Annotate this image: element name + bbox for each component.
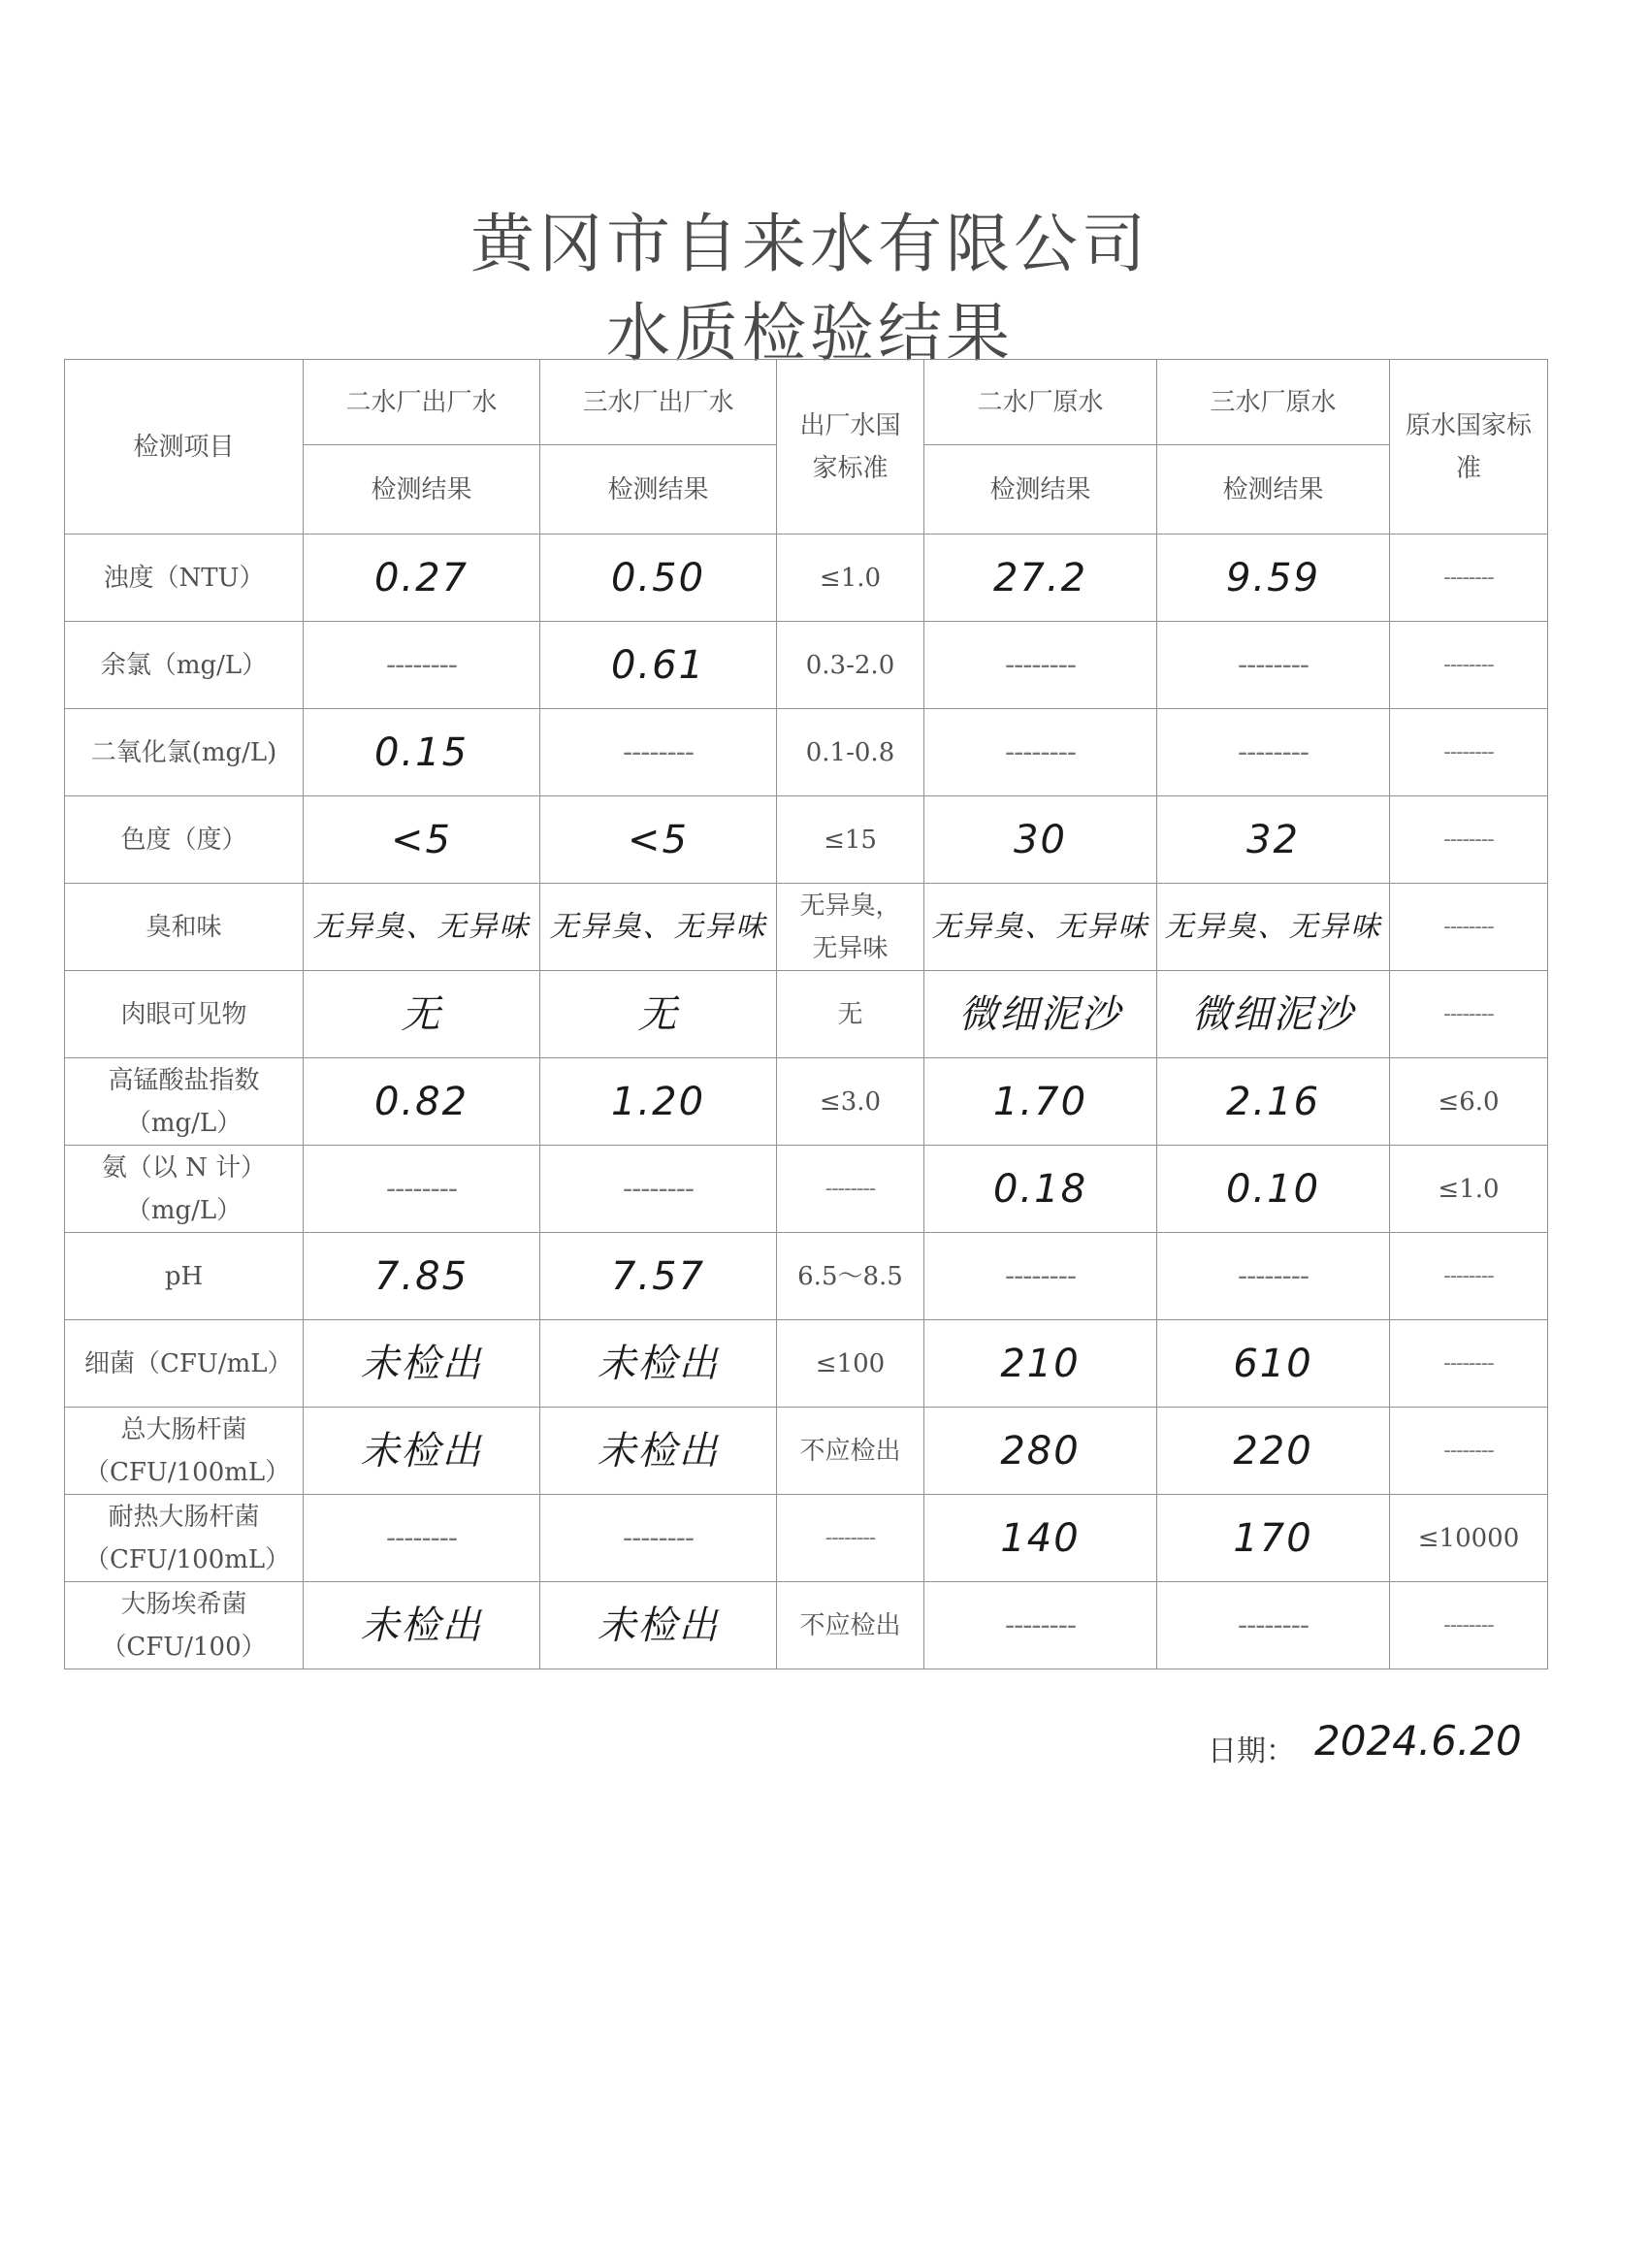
cell-item: 总大肠杆菌（CFU/100mL） <box>65 1408 304 1495</box>
cell-c3: 27.2 <box>924 535 1157 622</box>
cell-item: 浊度（NTU） <box>65 535 304 622</box>
cell-c4: 32 <box>1157 796 1390 884</box>
cell-std1: 6.5～8.5 <box>777 1233 924 1320</box>
cell-c2: -------- <box>540 1495 777 1582</box>
cell-c1: 0.82 <box>304 1058 540 1146</box>
cell-c1: 无异臭、无异味 <box>304 884 540 971</box>
cell-item: 高锰酸盐指数（mg/L） <box>65 1058 304 1146</box>
report-title: 水质检验结果 <box>606 296 1014 371</box>
cell-std2: ≤1.0 <box>1390 1146 1548 1233</box>
cell-c3: 30 <box>924 796 1157 884</box>
cell-std2: -------- <box>1390 1233 1548 1320</box>
header-std2: 原水国家标准 <box>1390 360 1548 535</box>
cell-c1: -------- <box>304 1146 540 1233</box>
cell-std1: ≤3.0 <box>777 1058 924 1146</box>
cell-c3: -------- <box>924 1233 1157 1320</box>
cell-c4: 无异臭、无异味 <box>1157 884 1390 971</box>
table-row <box>65 1146 1548 1233</box>
cell-std2: -------- <box>1390 709 1548 796</box>
cell-item: 细菌（CFU/mL） <box>65 1320 304 1408</box>
header-col4: 三水厂原水 <box>1157 360 1390 445</box>
cell-c1: <5 <box>304 796 540 884</box>
cell-c3: 280 <box>924 1408 1157 1495</box>
cell-c2: 0.50 <box>540 535 777 622</box>
cell-std2: ≤6.0 <box>1390 1058 1548 1146</box>
cell-item: 肉眼可见物 <box>65 971 304 1058</box>
table-row <box>65 1320 1548 1408</box>
table-row <box>65 796 1548 884</box>
table-row <box>65 535 1548 622</box>
cell-c4: -------- <box>1157 1233 1390 1320</box>
cell-std1: 不应检出 <box>777 1582 924 1669</box>
cell-c3: 140 <box>924 1495 1157 1582</box>
company-title: 黄冈市自来水有限公司 <box>470 207 1149 281</box>
cell-c1: 未检出 <box>304 1408 540 1495</box>
table-row <box>65 1408 1548 1495</box>
header-sub-col1: 检测结果 <box>304 445 540 535</box>
table-row <box>65 709 1548 796</box>
table-row <box>65 1582 1548 1669</box>
cell-item: 臭和味 <box>65 884 304 971</box>
cell-c3: 无异臭、无异味 <box>924 884 1157 971</box>
table-row <box>65 1058 1548 1146</box>
cell-c1: 未检出 <box>304 1582 540 1669</box>
cell-std1: 不应检出 <box>777 1408 924 1495</box>
cell-std1: 0.1-0.8 <box>777 709 924 796</box>
cell-c1: 0.27 <box>304 535 540 622</box>
cell-c1: -------- <box>304 622 540 709</box>
cell-std2: -------- <box>1390 1582 1548 1669</box>
cell-std1: 无 <box>777 971 924 1058</box>
header-col2: 三水厂出厂水 <box>540 360 777 445</box>
cell-std2: ≤10000 <box>1390 1495 1548 1582</box>
cell-c4: 2.16 <box>1157 1058 1390 1146</box>
cell-std1: -------- <box>777 1495 924 1582</box>
water-quality-table <box>64 359 1548 1669</box>
cell-c2: 无异臭、无异味 <box>540 884 777 971</box>
cell-std2: -------- <box>1390 884 1548 971</box>
cell-item: 大肠埃希菌（CFU/100） <box>65 1582 304 1669</box>
cell-c1: -------- <box>304 1495 540 1582</box>
cell-c2: -------- <box>540 1146 777 1233</box>
cell-c2: 无 <box>540 971 777 1058</box>
cell-item: 二氧化氯(mg/L) <box>65 709 304 796</box>
header-col3: 二水厂原水 <box>924 360 1157 445</box>
cell-c3: 0.18 <box>924 1146 1157 1233</box>
cell-c1: 无 <box>304 971 540 1058</box>
cell-c2: 0.61 <box>540 622 777 709</box>
cell-std2: -------- <box>1390 535 1548 622</box>
cell-std2: -------- <box>1390 796 1548 884</box>
date-value: 2024.6.20 <box>1314 1717 1522 1765</box>
cell-item: 耐热大肠杆菌（CFU/100mL） <box>65 1495 304 1582</box>
cell-c1: 0.15 <box>304 709 540 796</box>
table-row <box>65 971 1548 1058</box>
header-sub-col4: 检测结果 <box>1157 445 1390 535</box>
cell-c2: 7.57 <box>540 1233 777 1320</box>
cell-c3: -------- <box>924 622 1157 709</box>
cell-std1: ≤100 <box>777 1320 924 1408</box>
cell-c2: 未检出 <box>540 1582 777 1669</box>
cell-item: 氨（以 N 计）（mg/L） <box>65 1146 304 1233</box>
cell-c4: 610 <box>1157 1320 1390 1408</box>
cell-c4: -------- <box>1157 1582 1390 1669</box>
cell-c1: 未检出 <box>304 1320 540 1408</box>
header-item: 检测项目 <box>65 360 304 535</box>
cell-c4: 170 <box>1157 1495 1390 1582</box>
cell-item: 色度（度） <box>65 796 304 884</box>
date-label: 日期： <box>1208 1734 1295 1768</box>
table-row <box>65 884 1548 971</box>
cell-c4: -------- <box>1157 622 1390 709</box>
cell-c2: 1.20 <box>540 1058 777 1146</box>
cell-c3: -------- <box>924 1582 1157 1669</box>
cell-std1: -------- <box>777 1146 924 1233</box>
cell-std2: -------- <box>1390 622 1548 709</box>
cell-item: pH <box>65 1233 304 1320</box>
table-row <box>65 622 1548 709</box>
cell-c4: 220 <box>1157 1408 1390 1495</box>
header-col1: 二水厂出厂水 <box>304 360 540 445</box>
cell-c2: -------- <box>540 709 777 796</box>
cell-c3: 210 <box>924 1320 1157 1408</box>
cell-std1: 0.3-2.0 <box>777 622 924 709</box>
cell-c3: 1.70 <box>924 1058 1157 1146</box>
cell-c2: <5 <box>540 796 777 884</box>
cell-item: 余氯（mg/L） <box>65 622 304 709</box>
header-sub-col2: 检测结果 <box>540 445 777 535</box>
header-sub-col3: 检测结果 <box>924 445 1157 535</box>
cell-std2: -------- <box>1390 1408 1548 1495</box>
cell-std1: ≤15 <box>777 796 924 884</box>
cell-std2: -------- <box>1390 1320 1548 1408</box>
cell-c1: 7.85 <box>304 1233 540 1320</box>
cell-c4: 9.59 <box>1157 535 1390 622</box>
cell-c2: 未检出 <box>540 1408 777 1495</box>
cell-std1: ≤1.0 <box>777 535 924 622</box>
header-std1: 出厂水国家标准 <box>777 360 924 535</box>
table-row <box>65 1495 1548 1582</box>
table-row <box>65 1233 1548 1320</box>
cell-c4: -------- <box>1157 709 1390 796</box>
cell-c3: 微细泥沙 <box>924 971 1157 1058</box>
cell-c4: 微细泥沙 <box>1157 971 1390 1058</box>
cell-std2: -------- <box>1390 971 1548 1058</box>
cell-c3: -------- <box>924 709 1157 796</box>
cell-c4: 0.10 <box>1157 1146 1390 1233</box>
cell-std1: 无异臭，无异味 <box>777 884 924 971</box>
cell-c2: 未检出 <box>540 1320 777 1408</box>
